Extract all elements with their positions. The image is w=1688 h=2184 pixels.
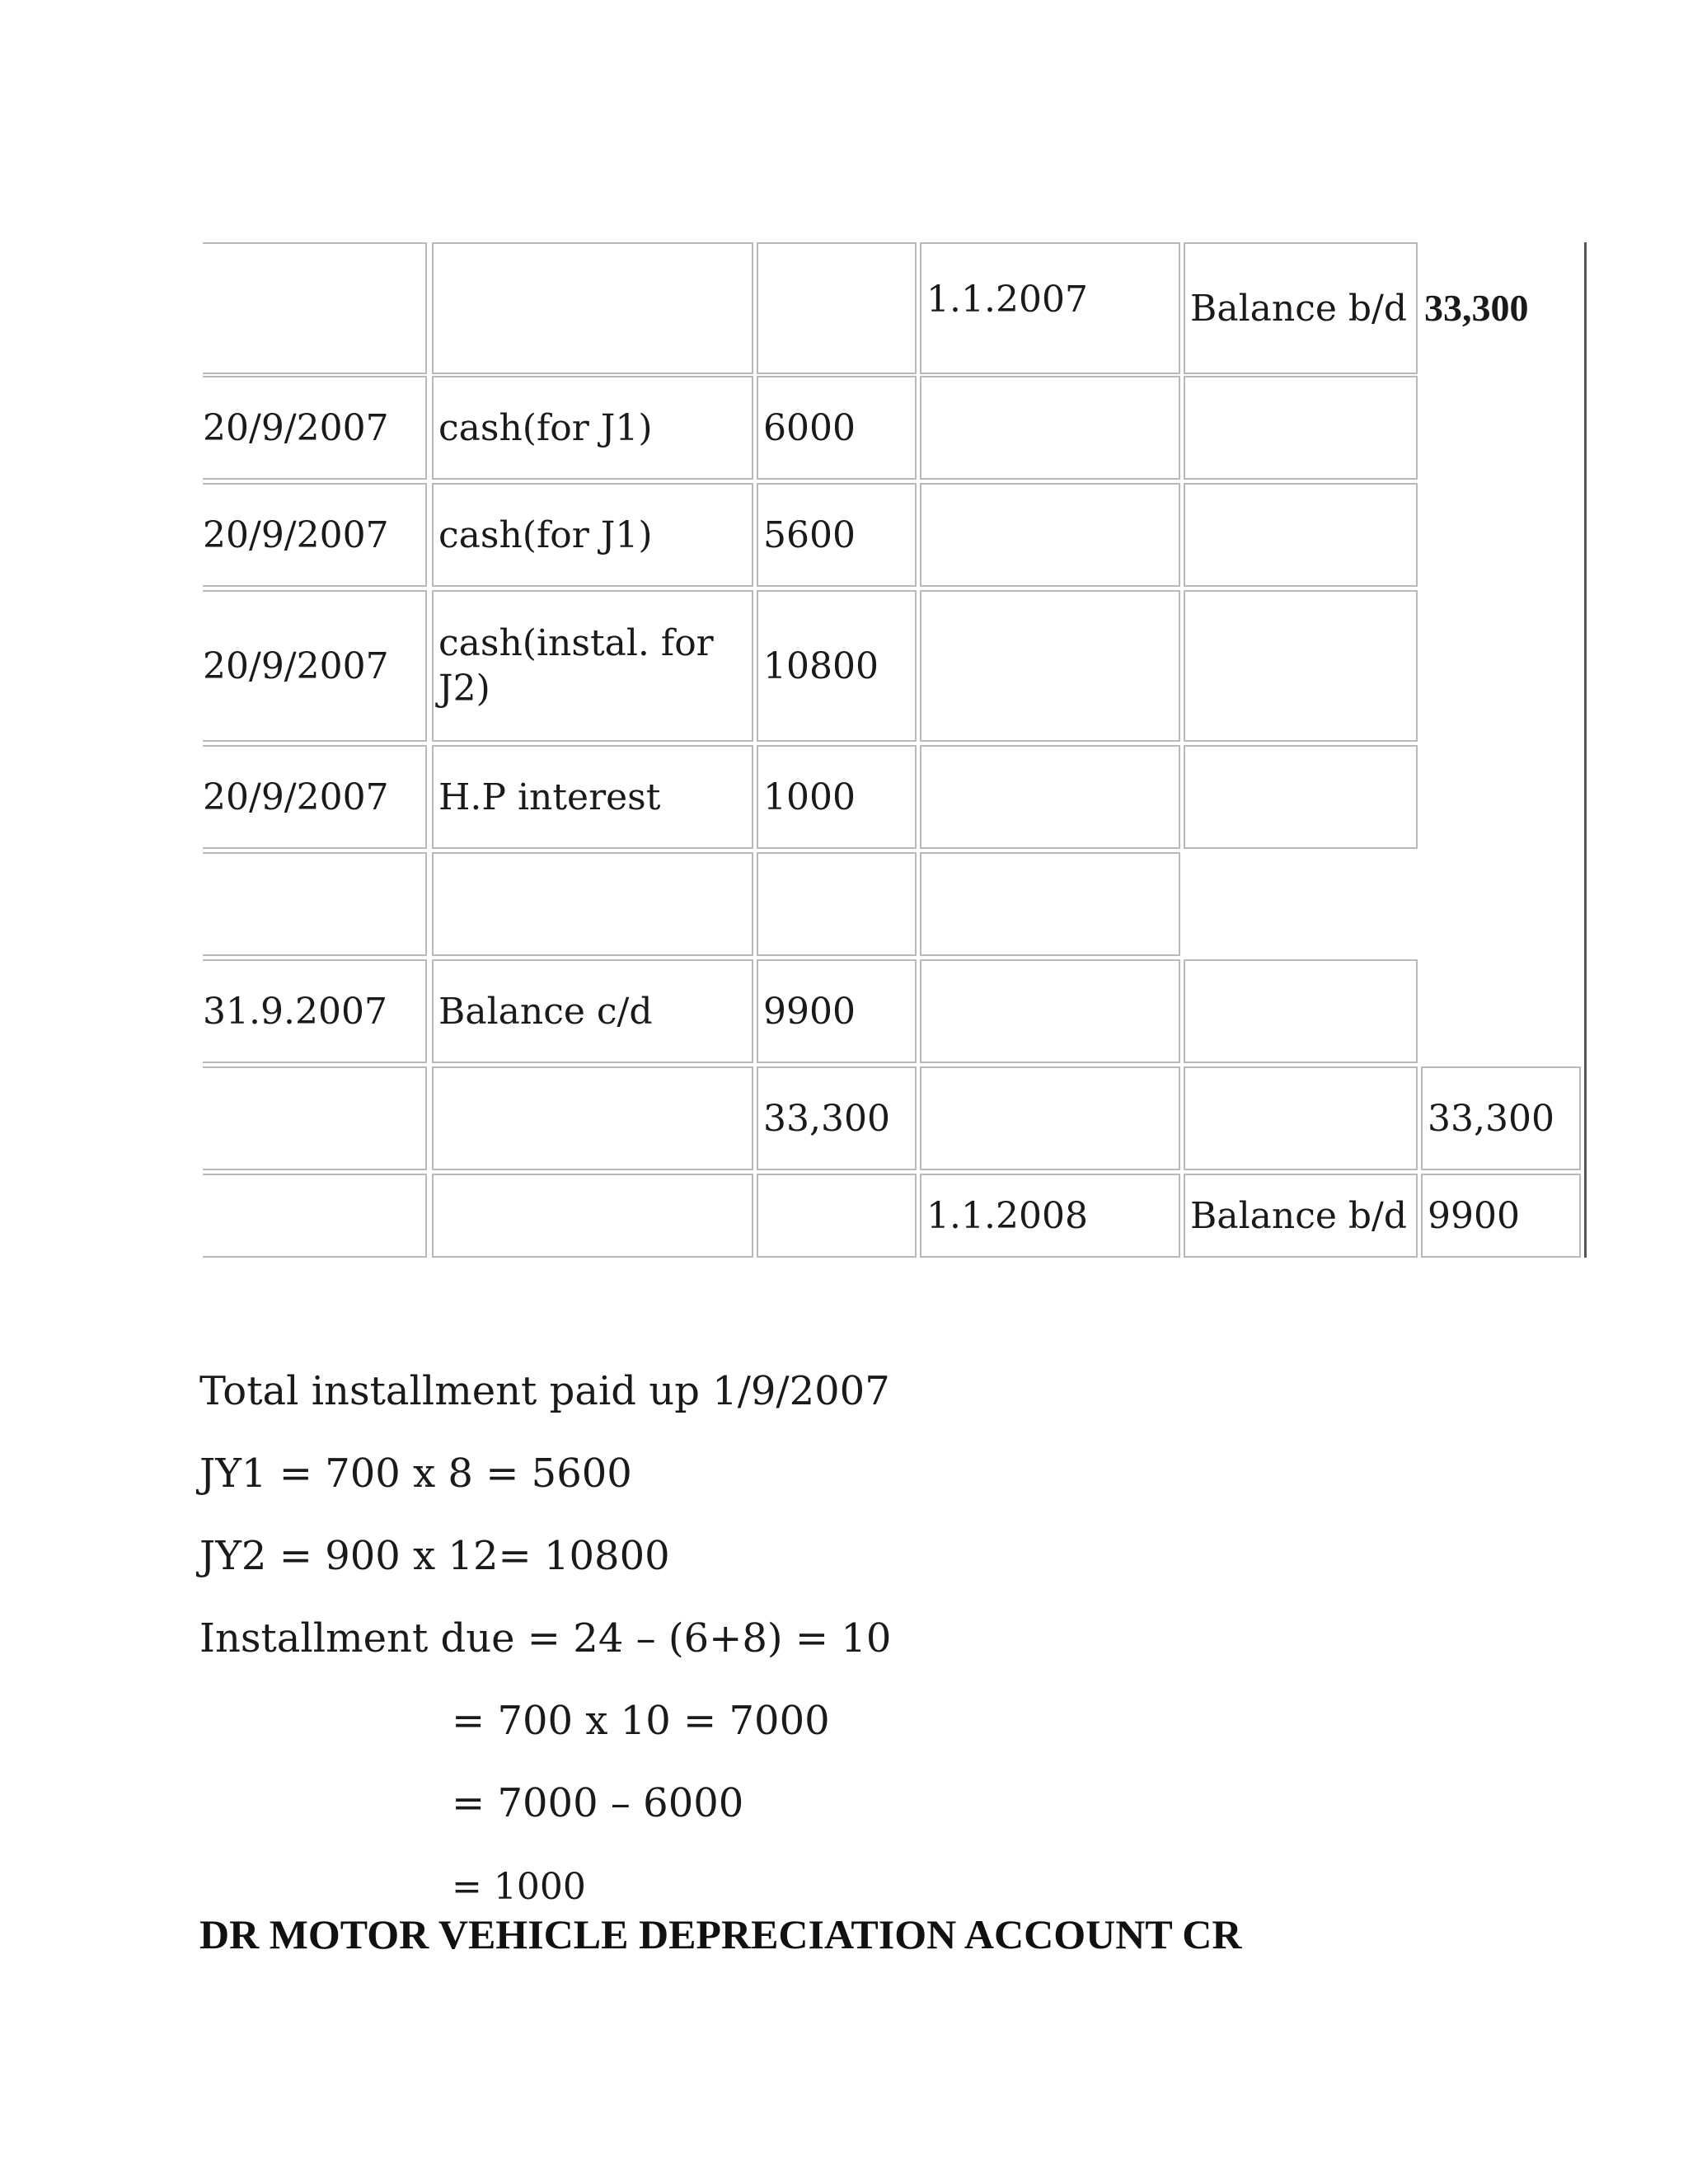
ledger-cell-right-date <box>920 1066 1180 1170</box>
ledger-cell-left-desc: Balance c/d <box>432 959 753 1063</box>
ledger-cell-right-date <box>920 376 1180 480</box>
ledger-cell-left-date: 20/9/2007 <box>203 376 427 480</box>
ledger-cell-right-amount: 9900 <box>1421 1174 1581 1258</box>
ledger-cell-left-desc <box>432 852 753 956</box>
ledger-cell-right-date <box>920 590 1180 742</box>
ledger-cell-left-amount: 6000 <box>757 376 917 480</box>
ledger-cell-left-amount: 9900 <box>757 959 917 1063</box>
ledger-cell-right-desc <box>1184 590 1418 742</box>
note-line: Total installment paid up 1/9/2007 <box>199 1368 890 1414</box>
ledger-cell-left-date <box>203 852 427 956</box>
ledger-cell-left-amount: 5600 <box>757 483 917 587</box>
ledger-cell-left-desc <box>432 1066 753 1170</box>
ledger-cell-right-date <box>920 959 1180 1063</box>
ledger-cell-right-total: 33,300 <box>1421 1066 1581 1170</box>
ledger-cell-left-desc: cash(for J1) <box>432 376 753 480</box>
ledger-cell-left-desc: H.P interest <box>432 745 753 849</box>
ledger-cell-right-date <box>920 852 1180 956</box>
note-line: = 1000 <box>452 1866 586 1908</box>
ledger-cell-left-desc <box>432 1174 753 1258</box>
ledger-cell-right-date: 1.1.2007 <box>920 242 1180 374</box>
ledger-cell-right-amount: 33,300 <box>1424 287 1529 330</box>
ledger-cell-left-date: 20/9/2007 <box>203 483 427 587</box>
ledger-cell-right-desc <box>1184 1066 1418 1170</box>
ledger-cell-left-date <box>203 1066 427 1170</box>
ledger-cell-left-total: 33,300 <box>757 1066 917 1170</box>
ledger-cell-left-date <box>203 242 427 374</box>
ledger-cell-left-date: 20/9/2007 <box>203 590 427 742</box>
ledger-cell-right-date <box>920 745 1180 849</box>
note-line: = 7000 – 6000 <box>452 1780 744 1826</box>
section-title: DR MOTOR VEHICLE DEPRECIATION ACCOUNT CR <box>199 1911 1242 1957</box>
ledger-cell-right-desc: Balance b/d <box>1184 242 1418 374</box>
ledger-cell-right-date <box>920 483 1180 587</box>
ledger-cell-right-desc <box>1184 376 1418 480</box>
ledger-cell-right-date: 1.1.2008 <box>920 1174 1180 1258</box>
ledger-right-border <box>1584 242 1587 1258</box>
note-line: JY1 = 700 x 8 = 5600 <box>199 1451 632 1497</box>
ledger-cell-left-date: 20/9/2007 <box>203 745 427 849</box>
ledger-cell-left-date: 31.9.2007 <box>203 959 427 1063</box>
ledger-cell-right-desc <box>1184 959 1418 1063</box>
ledger-cell-left-amount: 1000 <box>757 745 917 849</box>
ledger-cell-left-amount <box>757 1174 917 1258</box>
note-line: Installment due = 24 – (6+8) = 10 <box>199 1615 892 1661</box>
ledger-cell-left-desc: cash(for J1) <box>432 483 753 587</box>
ledger-cell-left-date <box>203 1174 427 1258</box>
ledger-cell-left-desc <box>432 242 753 374</box>
ledger-cell-right-desc: Balance b/d <box>1184 1174 1418 1258</box>
note-line: JY2 = 900 x 12= 10800 <box>199 1533 670 1579</box>
ledger-cell-left-desc: cash(instal. for J2) <box>432 590 753 742</box>
ledger-cell-left-amount <box>757 852 917 956</box>
note-line: = 700 x 10 = 7000 <box>452 1698 830 1744</box>
ledger-cell-left-amount <box>757 242 917 374</box>
ledger-cell-right-desc <box>1184 483 1418 587</box>
ledger-cell-left-amount: 10800 <box>757 590 917 742</box>
ledger-cell-right-desc <box>1184 745 1418 849</box>
